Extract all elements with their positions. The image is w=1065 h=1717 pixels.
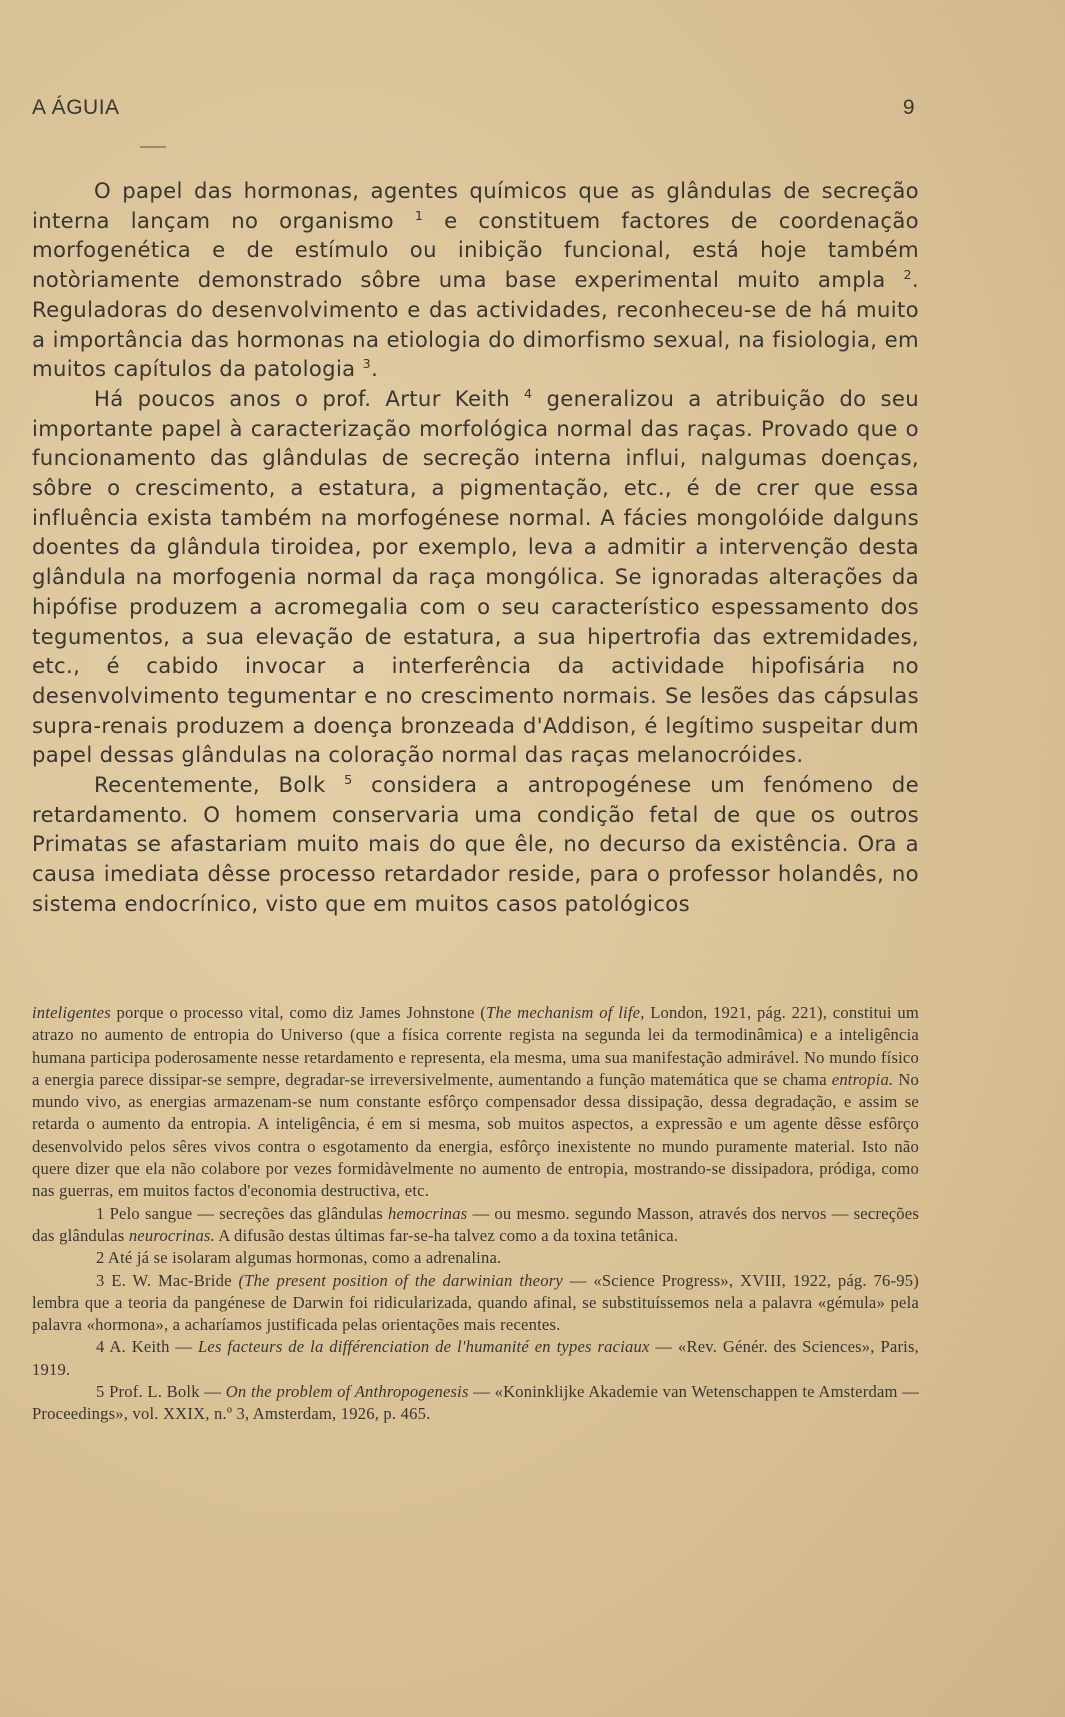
- running-header: [32, 96, 915, 120]
- page-number: 9: [902, 96, 915, 119]
- footnote-ref-1: 1: [414, 207, 424, 223]
- footnote-ref-2: 2: [903, 267, 912, 283]
- journal-title: A ÁGUIA: [32, 96, 120, 119]
- footnote-3: 3 E. W. Mac-Bride (The present position of the darwinian theory — «Science Progress», XVIII, 1922, pág. 76-95) lembra que a teoria da pangénese de Darwin foi ridicularizada, quando afinal, se substituíssemos nela a palavra «gémula» pela palavra «hormona», a acharíamos justificada pelas orientações mais recentes.: [32, 1270, 919, 1335]
- header-rule: [140, 146, 166, 148]
- paragraph-1: O papel das hormonas, agentes químicos que as glândulas de secreção interna lançam no organismo $^1$ e constituem factores de coordenação morfogenética e de estímulo ou inibição funcional, está hoje também notòriamente demonstrado sôbre uma base experimental muito ampla $^2$. Reguladoras do desenvolvimento e das actividades, reconheceu-se de há muito a importância das hormonas na etiologia do dimorfismo sexual, na fisiologia, em muitos capítulos da patologia $^3$.: [32, 178, 919, 382]
- footnote-continuation: inteligentes porque o processo vital, como diz James Johnstone (The mechanism of life, London, 1921, pág. 221), constitui um atrazo no aumento de entropia do Universo (que a física corrente regista na segunda lei da termodinâmica) e a inteligência humana participa poderosamente nesse retardamento e representa, ela mesma, uma sua manifestação admirável. No mundo físico a energia parece dissipar-se sempre, degradar-se irreversivelmente, aumentando a função matemática que se chama entropia. No mundo vivo, as energias armazenam-se num constante esfôrço compensador dessa dissipação, dessa degradação, e assim se retarda o aumento da entropia. A inteligência, é em si mesma, sob muitos aspectos, a expressão e um agente dêsse esfôrço desenvolvido pelos sêres vivos contra o esgotamento da energia, esfôrço inexistente no mundo puramente material. Isto não quere dizer que ela não colabore por vezes formidàvelmente no aumento de entropia, mostrando-se dissipadora, pródiga, como nas guerras, em muitos factos d'economia destructiva, etc.: [32, 1003, 919, 1201]
- footnote-ref-5: 5: [344, 772, 353, 787]
- paragraph-3: Recentemente, Bolk $^5$ considera a antropogénese um fenómeno de retardamento. O homem conservaria uma condição fetal de que os outros Primatas se afastariam muito mais do que êle, no decurso da existência. Ora a causa imediata dêsse processo retardador reside, para o professor holandês, no sistema endocrínico, visto que em muitos casos patológicos: [32, 772, 919, 916]
- footnote-ref-3: 3: [362, 356, 372, 372]
- footnotes: [32, 1002, 919, 1426]
- footnote-ref-4: 4: [524, 385, 533, 401]
- footnote-5: 5 Prof. L. Bolk — On the problem of Anthropogenesis — «Koninklijke Akademie van Wetenschappen te Amsterdam — Proceedings», vol. XXIX, n.º 3, Amsterdam, 1926, p. 465.: [32, 1382, 920, 1424]
- footnote-4: 4 A. Keith — Les facteurs de la différenciation de l'humanité en types raciaux — «Rev. Génér. des Sciences», Paris, 1919.: [32, 1337, 919, 1379]
- footnote-2: 2 Até já se isolaram algumas hormonas, como a adrenalina.: [96, 1248, 502, 1268]
- footnote-1: 1 Pelo sangue — secreções das glândulas hemocrinas — ou mesmo. segundo Masson, através dos nervos — secreções das glândulas neurocrinas. A difusão destas últimas far-se-ha talvez como a da toxina tetânica.: [32, 1203, 919, 1245]
- main-text: [32, 176, 919, 919]
- paragraph-2: Há poucos anos o prof. Artur Keith $^4$ generalizou a atribuição do seu importante papel à caracterização morfológica normal das raças. Provado que o funcionamento das glândulas de secreção interna influi, nalgumas doenças, sôbre o crescimento, a estatura, a pigmentação, etc., é de crer que essa influência exista também na morfogénese normal. A fácies mongolóide dalguns doentes da glândula tiroidea, por exemplo, leva a admitir a intervenção desta glândula na morfogenia normal da raça mongólica. Se ignoradas alterações da hipófise produzem a acromegalia com o seu característico espessamento dos tegumentos, a sua elevação de estatura, a sua hipertrofia das extremidades, etc., é cabido invocar a interferência da actividade hipofisária no desenvolvimento tegumentar e no crescimento normais. Se lesões das cápsulas supra-renais produzem a doença bronzeada d'Addison, é legítimo suspeitar dum papel dessas glândulas na coloração normal das raças melanocróides.: [32, 385, 919, 768]
